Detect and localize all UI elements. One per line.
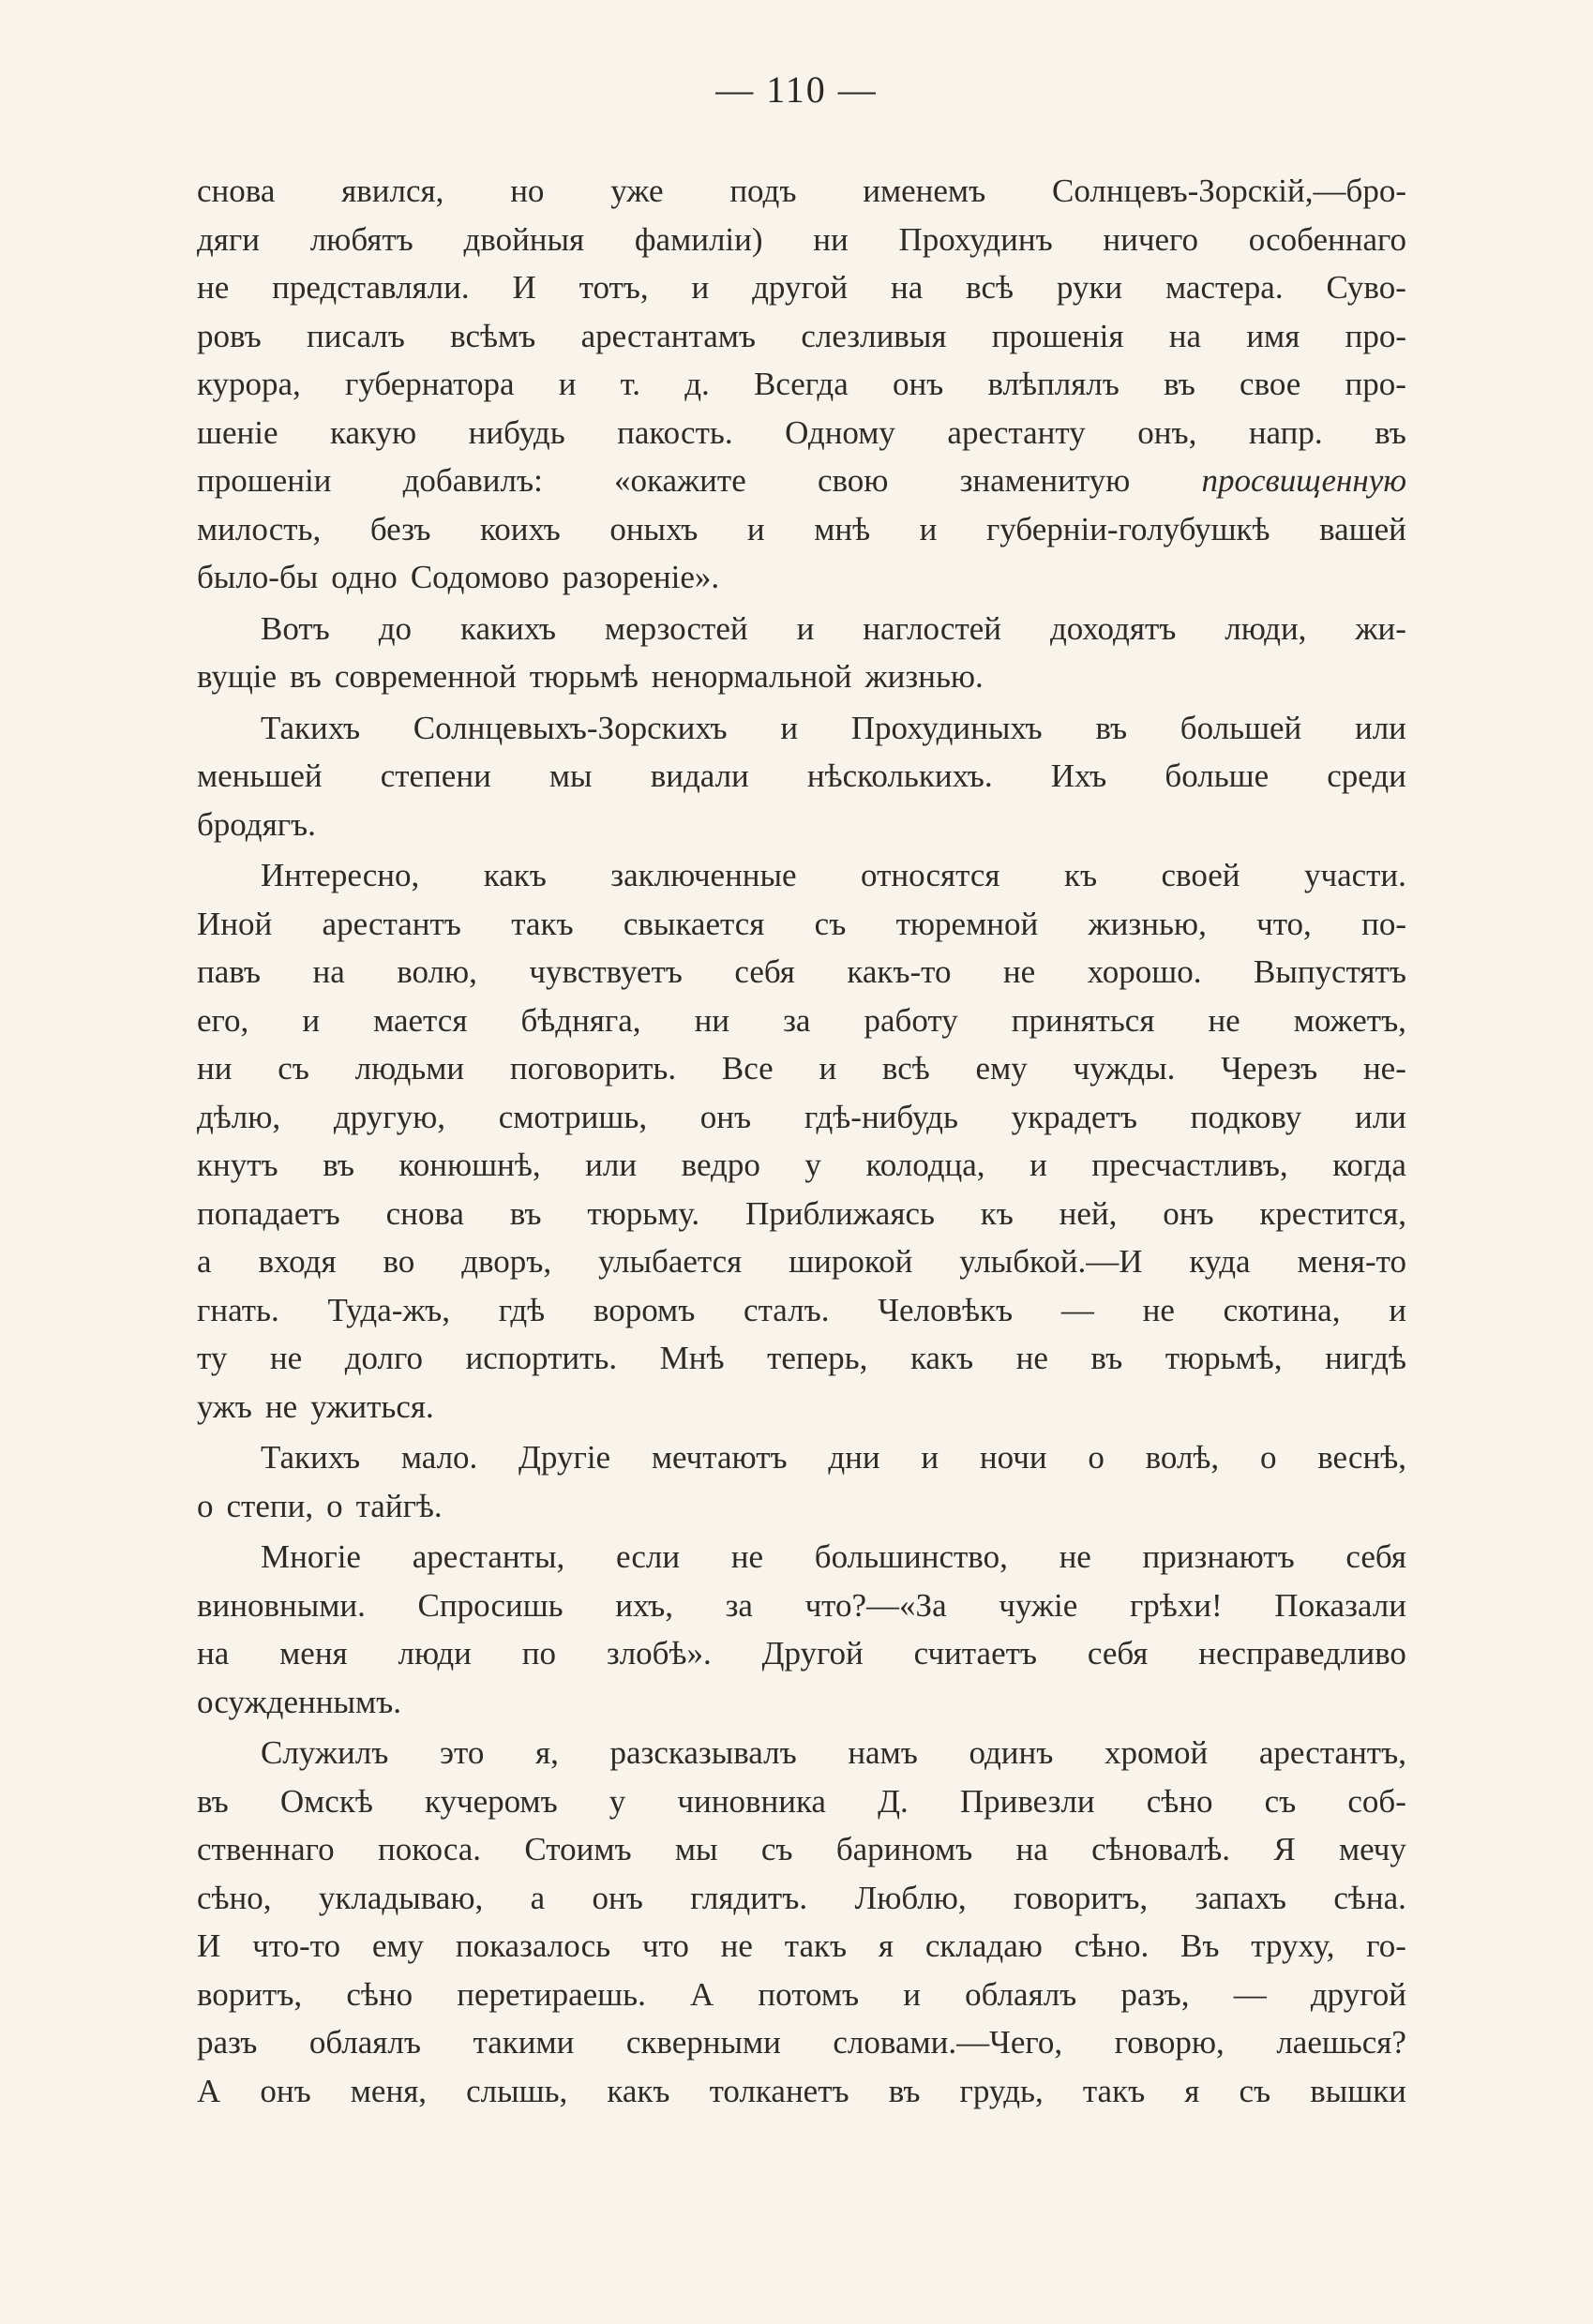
text-line: воритъ, сѣно перетираешь. А потомъ и облаялъ разъ, — другой [197,1975,1406,2013]
text-line: милость, безъ коихъ оныхъ и мнѣ и губерніи-голубушкѣ вашей [197,510,1406,547]
text-line: дѣлю, другую, смотришь, онъ гдѣ-нибудь украдетъ подкову или [197,1098,1406,1135]
text-line: а входя во дворъ, улыбается широкой улыбкой.—И куда меня-то [197,1243,1406,1280]
page-number: — 110 — [715,68,878,111]
text-line: Служилъ это я, разсказывалъ намъ одинъ хромой арестантъ, [261,1734,1406,1771]
text-line: А онъ меня, слышь, какъ толканетъ въ грудь, такъ я съ вышки [197,2072,1406,2109]
text-line: курора, губернатора и т. д. Всегда онъ влѣплялъ въ свое про- [197,366,1406,402]
text-line: виновными. Спросишь ихъ, за что?—«За чужіе грѣхи! Показали [197,1586,1406,1624]
text-line: шеніе какую нибудь пакость. Одному арестанту онъ, напр. въ [197,413,1406,451]
text-line: не представляли. И тотъ, и другой на всѣ руки мастера. Суво- [197,269,1406,306]
text-line: въ Омскѣ кучеромъ у чиновника Д. Привезли сѣно съ соб- [197,1782,1406,1820]
text-line: о степи, о тайгѣ. [197,1487,443,1524]
text-line: дяги любятъ двойныя фамиліи) ни Прохудинъ ничего особеннаго [197,220,1406,258]
text-line: Такихъ мало. Другіе мечтаютъ дни и ночи о волѣ, о веснѣ, [261,1439,1406,1476]
text-line: ровъ писалъ всѣмъ арестантамъ слезливыя прошенія на имя про- [197,317,1406,354]
text-line: ни съ людьми поговорить. Все и всѣ ему чужды. Черезъ не- [197,1050,1406,1087]
paragraph [197,605,1406,701]
text-line: Такихъ Солнцевыхъ-Зорскихъ и Прохудиныхъ въ большей или [261,709,1406,746]
paragraph [197,1729,1406,2115]
text-line: Интересно, какъ заключенные относятся къ своей участи. [261,857,1406,893]
paragraph [197,1433,1406,1530]
paragraph [197,851,1406,1431]
text-line: гнать. Туда-жъ, гдѣ воромъ сталъ. Человѣкъ — не скотина, и [197,1291,1406,1328]
paragraph [197,704,1406,849]
text-line: кнутъ въ конюшнѣ, или ведро у колодца, и пресчастливъ, когда [197,1147,1406,1183]
text-line: меньшей степени мы видали нѣсколькихъ. Ихъ больше среди [197,757,1406,794]
text-line: И что-то ему показалось что не такъ я складаю сѣно. Въ труху, го- [197,1927,1406,1964]
text-line: вущіе въ современной тюрьмѣ ненормальной жизнью. [197,658,984,695]
text-line: сѣно, укладываю, а онъ глядитъ. Люблю, говоритъ, запахъ сѣна. [197,1879,1406,1916]
text-line: ственнаго покоса. Стоимъ мы съ бариномъ на сѣновалѣ. Я мечу [197,1831,1406,1867]
text-line: бродягъ. [197,805,316,843]
text-line: Иной арестантъ такъ свыкается съ тюремной жизнью, что, по- [197,905,1406,942]
text-line: попадаетъ снова въ тюрьму. Приближаясь къ ней, онъ крестится, [197,1194,1406,1232]
text-line: Вотъ до какихъ мерзостей и наглостей доходятъ люди, жи- [261,609,1406,647]
text-line: ужъ не ужиться. [197,1387,434,1425]
text-line: Многіе арестанты, если не большинство, не признаютъ себя [261,1538,1406,1575]
body-text [197,167,1406,2115]
text-line: ту не долго испортить. Мнѣ теперь, какъ не въ тюрьмѣ, нигдѣ [197,1340,1406,1376]
text-line: его, и мается бѣдняга, ни за работу приняться не можетъ, [197,1001,1406,1039]
text-line: на меня люди по злобѣ». Другой считаетъ себя несправедливо [197,1635,1406,1672]
text-line: было-бы одно Содомово разореніе». [197,559,720,595]
text-line: павъ на волю, чувствуетъ себя какъ-то не хорошо. Выпустятъ [197,953,1406,990]
text-line: снова явился, но уже подъ именемъ Солнцевъ-Зорскій,—бро- [197,172,1406,209]
text-line: разъ облаялъ такими скверными словами.—Чего, говорю, лаешься? [197,2024,1406,2061]
paragraph [197,1533,1406,1726]
paragraph [197,167,1406,602]
text-line: прошеніи добавилъ: «окажите свою знаменитую просвищенную [197,462,1406,499]
text-line: осужденнымъ. [197,1683,401,1720]
